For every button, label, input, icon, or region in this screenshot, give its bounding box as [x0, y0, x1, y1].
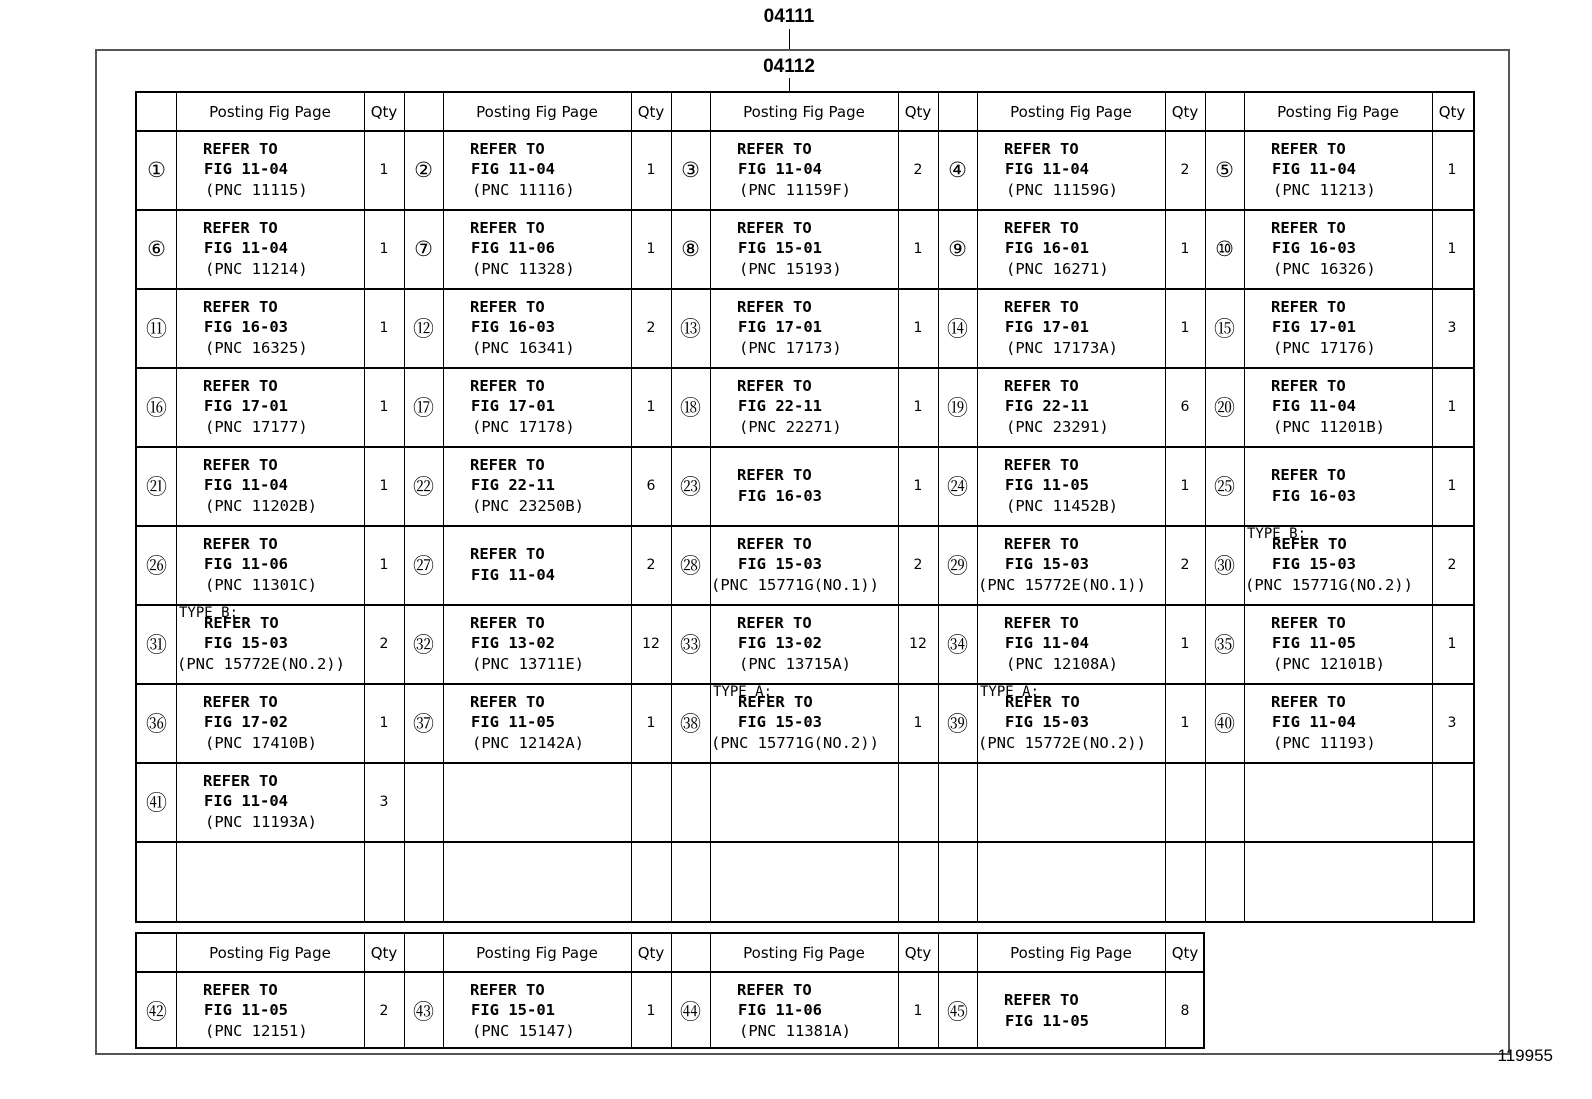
- posting-reference: [177, 130, 364, 209]
- pnc-line: (PNC 11159F): [739, 180, 851, 199]
- refer-line: REFER TO: [203, 376, 278, 395]
- refer-line: REFER TO: [1271, 613, 1346, 632]
- item-qty: 2: [913, 556, 923, 573]
- refer-line: REFER TO: [470, 218, 545, 237]
- type-note: TYPE A:: [713, 684, 773, 700]
- posting-reference: [711, 209, 898, 288]
- fig-line: FIG 17-01: [1005, 318, 1089, 337]
- posting-reference: [978, 209, 1165, 288]
- item-qty: 6: [646, 477, 656, 494]
- item-number: ㉗: [413, 553, 434, 578]
- item-number: ㊲: [413, 711, 434, 736]
- item-number: ⑬: [680, 316, 701, 341]
- refer-line: REFER TO: [737, 218, 812, 237]
- parts-table-bottom: [135, 932, 1205, 1049]
- item-number: ㉟: [1214, 632, 1235, 657]
- posting-reference: [1245, 683, 1432, 762]
- pnc-line: (PNC 15772E(NO.2)): [177, 654, 345, 673]
- refer-line: REFER TO: [1272, 534, 1347, 553]
- item-qty: 1: [913, 319, 923, 336]
- fig-line: FIG 15-03: [204, 634, 288, 653]
- item-qty: 1: [646, 398, 656, 415]
- refer-line: REFER TO: [470, 613, 545, 632]
- posting-reference: [978, 130, 1165, 209]
- refer-line: REFER TO: [470, 297, 545, 316]
- pnc-line: (PNC 15193): [739, 259, 842, 278]
- posting-reference: [177, 367, 364, 446]
- fig-line: FIG 15-03: [738, 555, 822, 574]
- item-qty: 1: [1447, 398, 1457, 415]
- type-note: TYPE B:: [179, 605, 239, 621]
- refer-line: REFER TO: [737, 139, 812, 158]
- item-number: ⑳: [1214, 395, 1235, 420]
- header-qty: Qty: [904, 943, 932, 962]
- posting-reference: [444, 525, 631, 604]
- posting-reference: [1245, 130, 1432, 209]
- fig-line: FIG 15-03: [1005, 713, 1089, 732]
- fig-line: FIG 15-03: [1005, 555, 1089, 574]
- item-number: ⑮: [1214, 316, 1235, 341]
- posting-reference: [444, 130, 631, 209]
- fig-line: FIG 17-01: [471, 397, 555, 416]
- pnc-line: (PNC 16325): [205, 338, 308, 357]
- item-number: ㉜: [413, 632, 434, 657]
- fig-line: FIG 22-11: [1005, 397, 1089, 416]
- item-number: ④: [948, 157, 967, 182]
- posting-reference: [711, 683, 898, 762]
- refer-line: REFER TO: [1271, 466, 1346, 484]
- fig-line: FIG 11-04: [204, 476, 288, 495]
- item-number: ㊱: [146, 711, 167, 736]
- refer-line: REFER TO: [204, 613, 279, 632]
- pnc-line: (PNC 11202B): [205, 496, 317, 515]
- fig-line: FIG 11-04: [471, 160, 555, 179]
- item-qty: 2: [646, 556, 656, 573]
- posting-reference: [978, 446, 1165, 525]
- header-posting-fig-page: Posting Fig Page: [209, 943, 331, 962]
- header-posting-fig-page: Posting Fig Page: [1277, 102, 1399, 121]
- posting-reference: [711, 367, 898, 446]
- item-number: ㊹: [680, 999, 701, 1024]
- posting-reference: [711, 130, 898, 209]
- row-divider: [137, 841, 1473, 843]
- item-number: ⑫: [413, 316, 434, 341]
- item-qty: 1: [379, 319, 389, 336]
- item-qty: 1: [1180, 319, 1190, 336]
- refer-line: REFER TO: [1271, 218, 1346, 237]
- pnc-line: (PNC 11116): [472, 180, 575, 199]
- refer-line: REFER TO: [1004, 613, 1079, 632]
- header-qty: Qty: [1171, 102, 1199, 121]
- fig-line: FIG 17-01: [1272, 318, 1356, 337]
- refer-line: REFER TO: [1004, 455, 1079, 474]
- item-number: ⑨: [948, 236, 967, 261]
- pnc-line: (PNC 11381A): [739, 1021, 851, 1040]
- item-number: ㊸: [413, 999, 434, 1024]
- item-qty: 1: [646, 161, 656, 178]
- item-qty: 2: [1180, 161, 1190, 178]
- refer-line: REFER TO: [737, 534, 812, 553]
- refer-line: REFER TO: [470, 545, 545, 563]
- posting-reference: [177, 762, 364, 841]
- item-qty: 2: [1447, 556, 1457, 573]
- posting-reference: [711, 525, 898, 604]
- fig-line: FIG 11-04: [204, 792, 288, 811]
- fig-line: FIG 11-04: [1272, 397, 1356, 416]
- refer-line: REFER TO: [1004, 297, 1079, 316]
- fig-line: FIG 17-01: [738, 318, 822, 337]
- item-qty: 2: [379, 1002, 389, 1019]
- posting-reference: [1245, 446, 1432, 525]
- posting-reference: [444, 367, 631, 446]
- item-number: ⑦: [414, 236, 433, 261]
- fig-line: FIG 11-04: [1005, 160, 1089, 179]
- posting-reference: [444, 446, 631, 525]
- item-qty: 1: [379, 556, 389, 573]
- refer-line: REFER TO: [1004, 376, 1079, 395]
- fig-line: FIG 11-05: [204, 1001, 288, 1020]
- item-qty: 2: [1180, 556, 1190, 573]
- refer-line: REFER TO: [203, 980, 278, 999]
- refer-line: REFER TO: [203, 218, 278, 237]
- fig-line: FIG 16-03: [1272, 239, 1356, 258]
- refer-line: REFER TO: [737, 613, 812, 632]
- posting-reference: [978, 525, 1165, 604]
- item-qty: 1: [379, 477, 389, 494]
- fig-line: FIG 16-03: [471, 318, 555, 337]
- pnc-line: (PNC 11201B): [1273, 417, 1385, 436]
- posting-reference: [444, 288, 631, 367]
- pnc-line: (PNC 13715A): [739, 654, 851, 673]
- inner-label: 04112: [763, 56, 815, 77]
- refer-line: REFER TO: [470, 139, 545, 158]
- item-number: ㉔: [947, 474, 968, 499]
- pnc-line: (PNC 15772E(NO.2)): [978, 733, 1146, 752]
- item-number: ㉑: [146, 474, 167, 499]
- refer-line: REFER TO: [470, 455, 545, 474]
- header-qty: Qty: [637, 102, 665, 121]
- item-qty: 1: [1180, 477, 1190, 494]
- type-note: TYPE B:: [1247, 526, 1307, 542]
- pnc-line: (PNC 11115): [205, 180, 308, 199]
- header-posting-fig-page: Posting Fig Page: [209, 102, 331, 121]
- item-qty: 6: [1180, 398, 1190, 415]
- posting-reference: [978, 971, 1165, 1050]
- figure-id: 119955: [1497, 1046, 1553, 1065]
- item-number: ㉛: [146, 632, 167, 657]
- item-qty: 8: [1180, 1002, 1190, 1019]
- item-qty: 1: [1180, 635, 1190, 652]
- pnc-line: (PNC 15771G(NO.2)): [711, 733, 879, 752]
- refer-line: REFER TO: [1004, 991, 1079, 1009]
- item-number: ㉕: [1214, 474, 1235, 499]
- header-posting-fig-page: Posting Fig Page: [1010, 943, 1132, 962]
- fig-line: FIG 16-03: [204, 318, 288, 337]
- item-number: ㊵: [1214, 711, 1235, 736]
- posting-reference: [444, 971, 631, 1050]
- item-number: ㊷: [146, 999, 167, 1024]
- posting-reference: [1245, 604, 1432, 683]
- header-posting-fig-page: Posting Fig Page: [1010, 102, 1132, 121]
- posting-reference: [177, 525, 364, 604]
- pnc-line: (PNC 17178): [472, 417, 575, 436]
- item-qty: 1: [1447, 635, 1457, 652]
- posting-reference: [444, 209, 631, 288]
- fig-line: FIG 22-11: [738, 397, 822, 416]
- fig-line: FIG 11-06: [738, 1001, 822, 1020]
- pnc-line: (PNC 11159G): [1006, 180, 1118, 199]
- outer-leader-line: [789, 29, 790, 49]
- fig-line: FIG 11-05: [1005, 1011, 1089, 1030]
- item-qty: 12: [909, 635, 927, 652]
- pnc-line: (PNC 15772E(NO.1)): [978, 575, 1146, 594]
- inner-leader-line: [789, 78, 790, 91]
- pnc-line: (PNC 16326): [1273, 259, 1376, 278]
- header-qty: Qty: [1438, 102, 1466, 121]
- item-qty: 1: [646, 714, 656, 731]
- refer-line: REFER TO: [737, 297, 812, 316]
- fig-line: FIG 15-01: [471, 1001, 555, 1020]
- posting-reference: [978, 367, 1165, 446]
- item-number: ⑥: [147, 236, 166, 261]
- refer-line: REFER TO: [470, 376, 545, 395]
- item-number: ⑯: [146, 395, 167, 420]
- pnc-line: (PNC 16341): [472, 338, 575, 357]
- fig-line: FIG 11-04: [1272, 160, 1356, 179]
- posting-reference: [978, 604, 1165, 683]
- item-qty: 1: [646, 1002, 656, 1019]
- fig-line: FIG 16-01: [1005, 239, 1089, 258]
- item-number: ⑭: [947, 316, 968, 341]
- pnc-line: (PNC 17176): [1273, 338, 1376, 357]
- item-qty: 1: [913, 398, 923, 415]
- item-number: ㉚: [1214, 553, 1235, 578]
- pnc-line: (PNC 12142A): [472, 733, 584, 752]
- pnc-line: (PNC 11214): [205, 259, 308, 278]
- posting-reference: [444, 604, 631, 683]
- item-number: ⑩: [1215, 236, 1234, 261]
- pnc-line: (PNC 11193): [1273, 733, 1376, 752]
- refer-line: REFER TO: [470, 980, 545, 999]
- item-qty: 1: [1180, 240, 1190, 257]
- fig-line: FIG 11-04: [1005, 634, 1089, 653]
- item-number: ㊺: [947, 999, 968, 1024]
- type-note: TYPE A:: [980, 684, 1040, 700]
- fig-line: FIG 11-06: [204, 555, 288, 574]
- posting-reference: [711, 604, 898, 683]
- posting-reference: [1245, 209, 1432, 288]
- pnc-line: (PNC 11213): [1273, 180, 1376, 199]
- item-number: ⑤: [1215, 157, 1234, 182]
- pnc-line: (PNC 22271): [739, 417, 842, 436]
- pnc-line: (PNC 23250B): [472, 496, 584, 515]
- refer-line: REFER TO: [203, 692, 278, 711]
- item-number: ②: [414, 157, 433, 182]
- pnc-line: (PNC 23291): [1006, 417, 1109, 436]
- refer-line: REFER TO: [737, 376, 812, 395]
- fig-line: FIG 13-02: [738, 634, 822, 653]
- item-number: ㊳: [680, 711, 701, 736]
- item-number: ③: [681, 157, 700, 182]
- refer-line: REFER TO: [470, 692, 545, 711]
- posting-reference: [177, 209, 364, 288]
- item-qty: 3: [379, 793, 389, 810]
- pnc-line: (PNC 17173A): [1006, 338, 1118, 357]
- pnc-line: (PNC 16271): [1006, 259, 1109, 278]
- pnc-line: (PNC 11452B): [1006, 496, 1118, 515]
- header-qty: Qty: [904, 102, 932, 121]
- posting-reference: [978, 288, 1165, 367]
- header-qty: Qty: [637, 943, 665, 962]
- fig-line: FIG 11-04: [204, 239, 288, 258]
- item-qty: 1: [379, 714, 389, 731]
- fig-line: FIG 15-03: [1272, 555, 1356, 574]
- fig-line: FIG 15-01: [738, 239, 822, 258]
- refer-line: REFER TO: [1004, 534, 1079, 553]
- fig-line: FIG 11-06: [471, 239, 555, 258]
- refer-line: REFER TO: [203, 534, 278, 553]
- pnc-line: (PNC 17177): [205, 417, 308, 436]
- refer-line: REFER TO: [203, 297, 278, 316]
- refer-line: REFER TO: [1004, 218, 1079, 237]
- item-number: ㉙: [947, 553, 968, 578]
- item-number: ㉒: [413, 474, 434, 499]
- posting-reference: [177, 971, 364, 1050]
- pnc-line: (PNC 12101B): [1273, 654, 1385, 673]
- fig-line: FIG 17-02: [204, 713, 288, 732]
- pnc-line: (PNC 11328): [472, 259, 575, 278]
- item-qty: 12: [642, 635, 660, 652]
- posting-reference: [177, 604, 364, 683]
- posting-reference: [1245, 367, 1432, 446]
- fig-line: FIG 13-02: [471, 634, 555, 653]
- fig-line: FIG 11-04: [738, 160, 822, 179]
- item-number: ㉖: [146, 553, 167, 578]
- item-number: ㉘: [680, 553, 701, 578]
- item-qty: 3: [1447, 714, 1457, 731]
- refer-line: REFER TO: [1004, 139, 1079, 158]
- header-qty: Qty: [370, 943, 398, 962]
- header-qty: Qty: [1171, 943, 1199, 962]
- fig-line: FIG 15-03: [738, 713, 822, 732]
- header-posting-fig-page: Posting Fig Page: [476, 102, 598, 121]
- item-qty: 1: [913, 240, 923, 257]
- pnc-line: (PNC 12108A): [1006, 654, 1118, 673]
- posting-reference: [177, 683, 364, 762]
- item-number: ①: [147, 157, 166, 182]
- header-qty: Qty: [370, 102, 398, 121]
- posting-reference: [1245, 288, 1432, 367]
- outer-label: 04111: [763, 6, 815, 27]
- item-qty: 1: [1180, 714, 1190, 731]
- refer-line: REFER TO: [203, 139, 278, 158]
- item-qty: 1: [913, 714, 923, 731]
- posting-reference: [177, 288, 364, 367]
- fig-line: FIG 16-03: [738, 486, 822, 505]
- item-number: ⑲: [947, 395, 968, 420]
- item-qty: 1: [1447, 240, 1457, 257]
- item-qty: 1: [379, 398, 389, 415]
- item-qty: 1: [1447, 161, 1457, 178]
- posting-reference: [978, 683, 1165, 762]
- refer-line: REFER TO: [1005, 692, 1080, 711]
- refer-line: REFER TO: [1271, 376, 1346, 395]
- item-qty: 2: [379, 635, 389, 652]
- item-number: ⑰: [413, 395, 434, 420]
- refer-line: REFER TO: [1271, 692, 1346, 711]
- item-number: ⑱: [680, 395, 701, 420]
- item-qty: 2: [913, 161, 923, 178]
- fig-line: FIG 22-11: [471, 476, 555, 495]
- fig-line: FIG 11-05: [1005, 476, 1089, 495]
- item-qty: 2: [646, 319, 656, 336]
- parts-table-main: [135, 91, 1475, 923]
- item-qty: 1: [379, 240, 389, 257]
- posting-reference: [711, 446, 898, 525]
- refer-line: REFER TO: [203, 771, 278, 790]
- posting-reference: [1245, 525, 1432, 604]
- item-number: ⑪: [146, 316, 167, 341]
- pnc-line: (PNC 17173): [739, 338, 842, 357]
- item-number: ㊶: [146, 790, 167, 815]
- item-number: ㊴: [947, 711, 968, 736]
- item-number: ⑧: [681, 236, 700, 261]
- refer-line: REFER TO: [737, 466, 812, 484]
- refer-line: REFER TO: [1271, 139, 1346, 158]
- header-posting-fig-page: Posting Fig Page: [743, 943, 865, 962]
- item-number: ㉝: [680, 632, 701, 657]
- item-qty: 1: [1447, 477, 1457, 494]
- header-posting-fig-page: Posting Fig Page: [476, 943, 598, 962]
- item-qty: 1: [913, 477, 923, 494]
- fig-line: FIG 11-04: [1272, 713, 1356, 732]
- posting-reference: [444, 683, 631, 762]
- refer-line: REFER TO: [738, 692, 813, 711]
- fig-line: FIG 16-03: [1272, 486, 1356, 505]
- fig-line: FIG 11-05: [1272, 634, 1356, 653]
- item-qty: 1: [379, 161, 389, 178]
- item-number: ㉓: [680, 474, 701, 499]
- pnc-line: (PNC 12151): [205, 1021, 308, 1040]
- item-number: ㉞: [947, 632, 968, 657]
- pnc-line: (PNC 11193A): [205, 812, 317, 831]
- fig-line: FIG 11-04: [204, 160, 288, 179]
- pnc-line: (PNC 13711E): [472, 654, 584, 673]
- item-qty: 1: [646, 240, 656, 257]
- header-posting-fig-page: Posting Fig Page: [743, 102, 865, 121]
- pnc-line: (PNC 15771G(NO.2)): [1245, 575, 1413, 594]
- fig-line: FIG 11-04: [471, 565, 555, 584]
- posting-reference: [711, 288, 898, 367]
- posting-reference: [177, 446, 364, 525]
- posting-reference: [711, 971, 898, 1050]
- refer-line: REFER TO: [737, 980, 812, 999]
- pnc-line: (PNC 15771G(NO.1)): [711, 575, 879, 594]
- pnc-line: (PNC 15147): [472, 1021, 575, 1040]
- item-qty: 1: [913, 1002, 923, 1019]
- item-qty: 3: [1447, 319, 1457, 336]
- refer-line: REFER TO: [1271, 297, 1346, 316]
- refer-line: REFER TO: [203, 455, 278, 474]
- fig-line: FIG 11-05: [471, 713, 555, 732]
- fig-line: FIG 17-01: [204, 397, 288, 416]
- pnc-line: (PNC 17410B): [205, 733, 317, 752]
- pnc-line: (PNC 11301C): [205, 575, 317, 594]
